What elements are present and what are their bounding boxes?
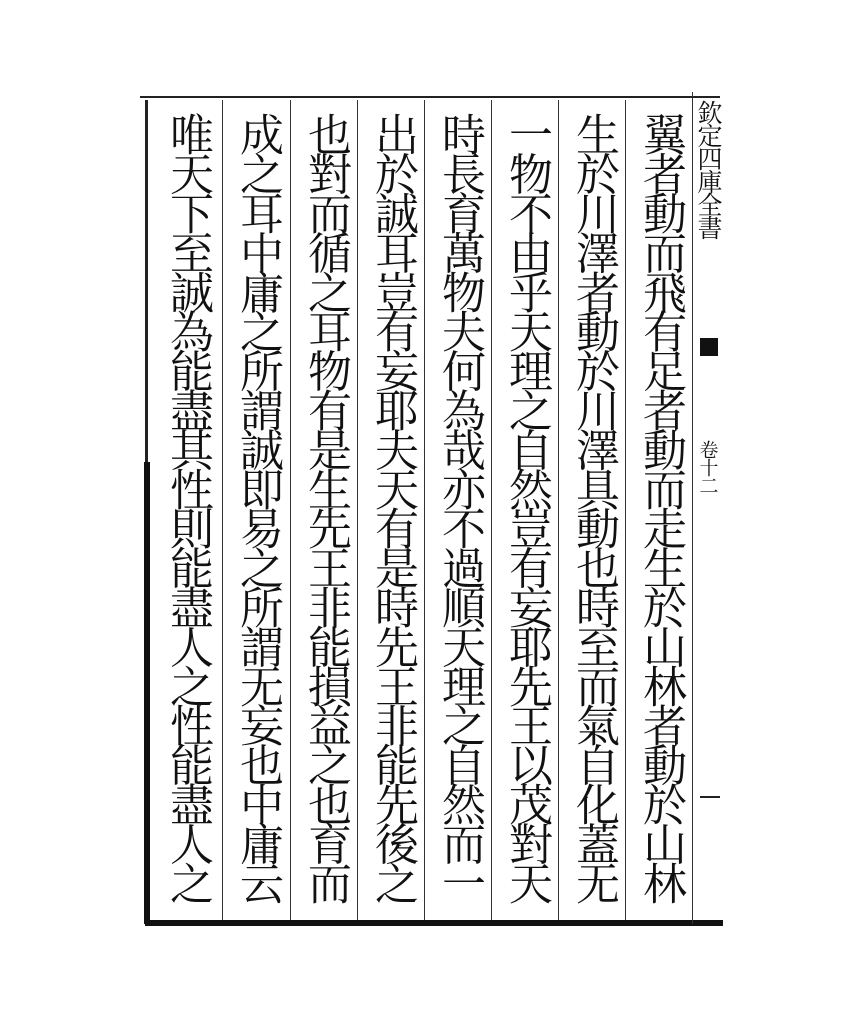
column-rule — [222, 100, 223, 920]
fishtail-mark — [700, 338, 718, 356]
text-column-6: 也對而循之耳物有是生先王非能損益之也育而 — [300, 112, 351, 901]
text-column-5: 出於誠耳豈有妄耶夫天有是時先王非能先後之 — [367, 112, 418, 901]
text-column-7: 成之耳中庸之所謂誠即易之所謂无妄也中庸云 — [232, 112, 283, 901]
frame-top-border — [140, 96, 720, 98]
margin-tick — [700, 796, 720, 798]
column-rule — [290, 100, 291, 920]
text-column-4: 時長育萬物夫何為哉亦不過順天理之自然而一 — [434, 112, 485, 901]
volume-label: 卷十二 — [696, 440, 719, 494]
frame-left-shadow — [144, 462, 150, 924]
text-column-2: 生於川澤者動於川澤具動也時至而氣自化蓋无 — [568, 112, 619, 901]
book-title: 欽定四庫全書 — [694, 100, 723, 238]
text-column-3: 一物不由乎天理之自然豈有妄耶先王以茂對天 — [501, 112, 552, 901]
text-column-8: 唯天下至誠為能盡其性則能盡人之性能盡人之 — [162, 112, 213, 901]
text-column-1: 翼者動而飛有足者動而走生於山林者動於山林 — [635, 112, 686, 901]
frame-bottom-border — [145, 920, 723, 926]
